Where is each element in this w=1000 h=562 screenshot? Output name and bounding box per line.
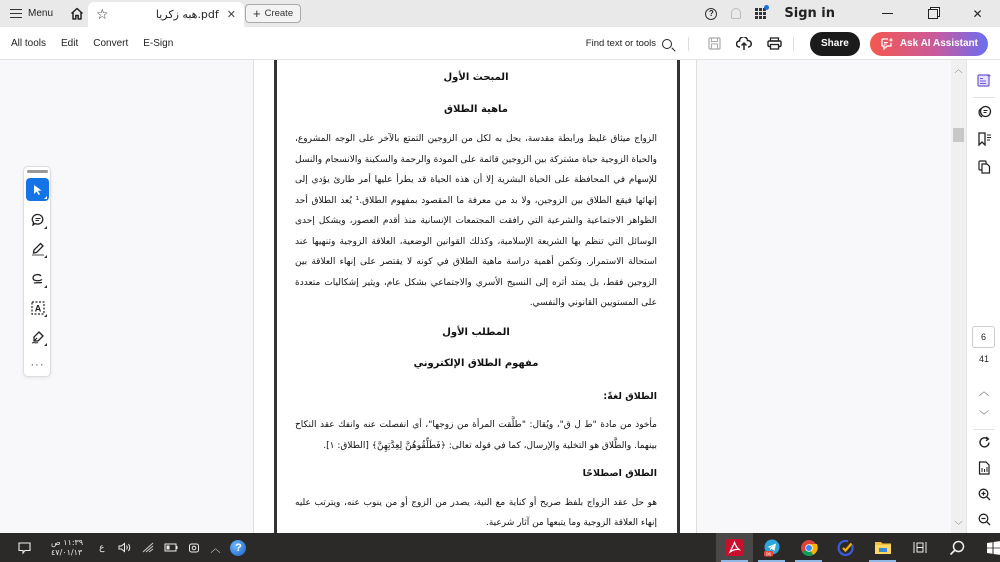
highlight-tool[interactable] xyxy=(26,237,49,260)
share-button[interactable]: Share xyxy=(810,32,860,56)
title-bar xyxy=(0,0,1000,27)
subsection-heading: المطلب الأول xyxy=(442,326,510,338)
vertical-scrollbar[interactable] xyxy=(951,60,966,533)
restore-icon xyxy=(928,9,938,19)
acrobat-icon xyxy=(726,539,743,556)
ai-summary-icon xyxy=(977,73,992,87)
freehand-draw-icon xyxy=(31,273,45,285)
paragraph: هو حل عقد الزواج بلفظ صريح أو كناية مع النية، يصدر من الزوج أو من ينوب عنه، ويترتب عليه إنهاء العلاقة الزوجية وما يتبعها من آثار شرعية. xyxy=(295,497,657,528)
clock-date: ٤٧/٠١/١٣ xyxy=(51,547,83,557)
task-view-icon xyxy=(913,541,927,554)
minimize-button[interactable] xyxy=(865,0,910,27)
ai-label: Ask AI Assistant xyxy=(899,38,978,49)
close-window-button[interactable] xyxy=(955,0,1000,27)
taskbar-task-view[interactable] xyxy=(901,533,938,562)
create-button[interactable] xyxy=(245,4,301,23)
home-button[interactable] xyxy=(63,0,91,27)
previous-page-button[interactable] xyxy=(967,378,1000,402)
notifications-button[interactable] xyxy=(18,542,31,554)
get-help-icon[interactable]: ? xyxy=(230,540,246,556)
next-page-button[interactable] xyxy=(967,402,1000,426)
camera-icon[interactable] xyxy=(188,542,200,554)
rotate-icon xyxy=(978,436,991,449)
zoom-in-button[interactable] xyxy=(967,482,1000,506)
subsection-title: مفهوم الطلاق الإلكتروني xyxy=(413,358,539,369)
svg-text:A: A xyxy=(34,303,41,313)
taskbar-search[interactable] xyxy=(938,533,975,562)
wifi-icon[interactable] xyxy=(142,542,154,553)
comments-icon xyxy=(977,105,992,119)
chevron-up-icon: ︿ xyxy=(979,386,989,398)
pdf-page xyxy=(253,60,697,533)
paragraph: مأخوذ من مادة "ط ل ق"، ويُقال: "طلَّقت المرأة من زوجها"، أي انفصلت عنه وانفك عقد النكاح بينهما. والطَّلاق هو التخلية والإرسال، كما في قوله تعالى: ﴿فَطَلِّقُوهُنَّ لِعِدَّتِهِنَّ﴾ [الطلاق: ١]. xyxy=(295,420,657,451)
notification-bell-icon[interactable] xyxy=(731,8,741,19)
save-icon xyxy=(708,37,721,50)
cursor-arrow-icon xyxy=(33,184,43,196)
minimize-icon xyxy=(882,13,893,14)
section-heading: المبحث الأول xyxy=(443,72,509,83)
ai-generative-summary-button[interactable] xyxy=(967,68,1000,92)
sign-in-button[interactable]: Sign in xyxy=(784,6,835,21)
pen-highlight-icon xyxy=(31,242,45,256)
print-button[interactable] xyxy=(759,33,789,55)
hamburger-icon xyxy=(10,9,22,18)
text-box-tool[interactable] xyxy=(26,296,49,319)
taskbar-app-file-explorer[interactable] xyxy=(864,533,901,562)
search-icon[interactable] xyxy=(662,39,672,49)
battery-icon[interactable] xyxy=(164,543,178,552)
scroll-up-arrow-icon[interactable]: ︿ xyxy=(954,65,963,74)
right-rail xyxy=(966,60,1000,533)
taskbar-apps xyxy=(716,533,1000,562)
total-pages-label: 41 xyxy=(978,354,989,364)
pages-panel-button[interactable] xyxy=(967,155,1000,179)
text-box-icon xyxy=(31,301,45,315)
document-tab[interactable] xyxy=(88,2,244,27)
section-title: ماهية الطلاق xyxy=(444,103,508,115)
show-hidden-icons-chevron-icon[interactable]: ︿ xyxy=(210,544,221,555)
divider xyxy=(973,97,995,98)
scroll-thumb[interactable] xyxy=(953,128,964,142)
subheading-terminology: الطلاق اصطلاحًا xyxy=(582,468,657,479)
bookmarks-panel-button[interactable] xyxy=(967,127,1000,151)
notification-center-icon xyxy=(18,542,31,554)
edit-link[interactable]: Edit xyxy=(61,37,79,49)
close-tab-icon[interactable]: ✕ xyxy=(226,9,236,21)
plus-icon: + xyxy=(253,6,261,21)
menu-button[interactable] xyxy=(0,0,63,27)
page-border xyxy=(274,60,680,533)
more-tools-button[interactable] xyxy=(26,353,49,376)
title-bar-right xyxy=(705,0,1000,27)
find-text-button[interactable]: Find text or tools xyxy=(585,38,657,49)
ai-chat-icon xyxy=(880,37,894,50)
home-icon xyxy=(70,7,84,20)
pages-copy-icon xyxy=(978,160,991,174)
clock-time: ١١:٣٩ ص xyxy=(51,537,84,547)
svg-text:06: 06 xyxy=(765,550,771,556)
more-dots-icon: ··· xyxy=(30,358,45,371)
bookmark-icon xyxy=(977,132,992,146)
toolbar-right xyxy=(586,27,988,60)
divider xyxy=(688,37,689,51)
system-tray xyxy=(0,533,246,562)
cloud-upload-icon xyxy=(736,37,752,51)
fountain-pen-icon xyxy=(31,330,45,344)
scroll-down-arrow-icon[interactable]: ﹀ xyxy=(954,521,963,530)
help-icon[interactable]: ? xyxy=(705,8,717,20)
comment-bubble-icon xyxy=(31,213,45,226)
convert-link[interactable]: Convert xyxy=(93,37,129,49)
rotate-button[interactable] xyxy=(967,430,1000,454)
page-display-button[interactable] xyxy=(967,456,1000,480)
comments-panel-button[interactable] xyxy=(967,100,1000,124)
folder-icon xyxy=(874,540,892,555)
document-viewer[interactable] xyxy=(0,60,966,533)
start-button[interactable] xyxy=(975,533,1000,562)
comment-tool[interactable] xyxy=(26,208,49,231)
create-label: Create xyxy=(264,8,294,19)
print-icon xyxy=(767,37,782,50)
paragraph: الزواج ميثاق غليظ ورابطة مقدسة، يحل به لكل من الزوجين التمتع بالآخر على الوجه المشروع، والحياة الزوجية حياة مشتركة بين الزوجين قائمة على المودة والرحمة والسكينة والانسجام والنسل للإسهام في المحافظة على الحياة البشرية إلا أن هذه الحياة قد يطرأ عليها أمر طارئ يؤدي إلى إنهائها فيقع الطلاق بين الزوجين، ولا بد من معرفة ما المقصود بمفهوم الطلاق.¹ يُعد الطلاق أحد الظواهر الاجتماعية والشرعية التي رافقت المجتمعات الإنسانية منذ أقدم العصور، ويشكل إحدى الوسائل التي تنظم بها الشريعة الإسلامية، وكذلك القوانين الوضعية، العلاقة الزوجية وتنهيها عند استحالة الاستمرار. وتكمن أهمية دراسة ماهية الطلاق في كونه لا يقتصر على إنهاء العلاقة بين الزوجين فقط، بل يمتد أثره إلى النسيج الأسري والاجتماعي بشكل عام، ويثير إشكاليات متعددة على المستويين القانوني والنفسي. xyxy=(295,134,657,308)
taskbar-app-acrobat[interactable] xyxy=(716,533,753,562)
clock[interactable] xyxy=(51,538,83,558)
draw-tool[interactable] xyxy=(26,267,49,290)
apps-grid-icon[interactable] xyxy=(755,8,766,19)
telegram-icon xyxy=(763,539,781,557)
language-indicator[interactable]: ع xyxy=(99,542,105,552)
tab-title: هبه زكريا.pdf xyxy=(155,8,219,21)
chrome-icon xyxy=(800,539,818,557)
taskbar-app-telegram[interactable] xyxy=(753,533,790,562)
search-icon xyxy=(949,540,965,556)
main-toolbar xyxy=(0,27,1000,60)
maximize-button[interactable] xyxy=(910,0,955,27)
page-content xyxy=(295,60,657,533)
select-tool[interactable] xyxy=(26,178,49,201)
task-check-icon xyxy=(837,539,855,557)
subheading-linguistic: الطلاق لغةً: xyxy=(603,390,657,402)
zoom-in-icon xyxy=(978,488,991,501)
taskbar-app-tasks[interactable] xyxy=(827,533,864,562)
zoom-out-icon xyxy=(978,513,991,526)
windows-taskbar xyxy=(0,533,1000,562)
close-icon: ✕ xyxy=(972,6,983,21)
menu-label: Menu xyxy=(28,8,54,19)
volume-icon[interactable] xyxy=(118,542,132,553)
divider xyxy=(793,37,794,51)
all-tools-link[interactable]: All tools xyxy=(11,37,47,49)
chevron-down-icon: ﹀ xyxy=(979,410,989,422)
save-button[interactable] xyxy=(699,33,729,55)
zoom-out-button[interactable] xyxy=(967,507,1000,531)
windows-logo-icon xyxy=(987,541,1000,555)
quick-tools-bar xyxy=(23,166,51,377)
drag-handle[interactable] xyxy=(27,170,48,173)
sign-tool[interactable] xyxy=(26,325,49,348)
taskbar-app-chrome[interactable] xyxy=(790,533,827,562)
ask-ai-assistant-button[interactable] xyxy=(870,32,988,56)
page-display-icon xyxy=(978,461,991,475)
star-icon[interactable]: ☆ xyxy=(96,6,109,22)
esign-link[interactable]: E-Sign xyxy=(143,37,174,49)
upload-button[interactable] xyxy=(729,33,759,55)
current-page-input[interactable]: 6 xyxy=(972,326,995,348)
